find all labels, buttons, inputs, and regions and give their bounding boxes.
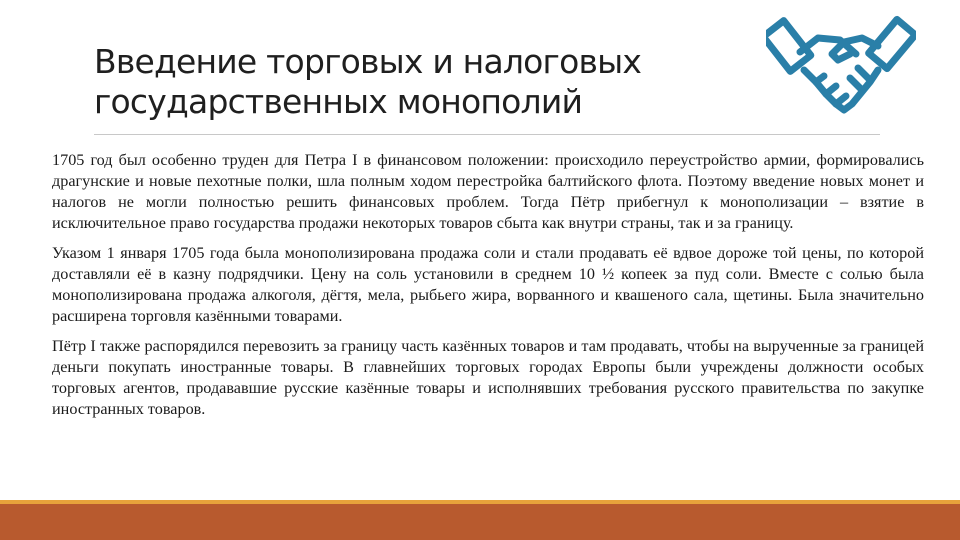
paragraph-3: Пётр I также распорядился перевозить за границу часть казённых товаров и там продавать, чтобы на вырученные за границей деньги покупать иностранные товары. В главнейших торговых городах Европы были учреждены должности особых торговых агентов, продававшие русские казённые товары и исполнявших требования русского правительства по закупке иностранных товаров. [52, 337, 924, 418]
handshake-icon [766, 8, 916, 120]
slide-title-line-1: Введение торговых и налоговых [94, 42, 642, 81]
footer-bar [0, 504, 960, 540]
paragraph-1: 1705 год был особенно труден для Петра I в финансовом положении: происходило переустройство армии, формировались драгунские и новые пехотные полки, шла полным ходом перестройка балтийского флота. Поэтому введение новых монет и налогов не могли полностью решить финансовых проблем. Тогда Пётр прибегнул к монополизации – взятие в исключительное право государства продажи некоторых товаров сбыта как внутри страны, так и за границу. [52, 151, 924, 232]
slide-title-line-2: государственных монополий [94, 82, 583, 121]
paragraph-2: Указом 1 января 1705 года была монополизирована продажа соли и стали продавать её вдвое дороже той цены, по которой доставляли её в казну подрядчики. Цену на соль установили в среднем 10 ½ копеек за пуд соли. Вместе с солью была монополизирована продажа алкоголя, дёгтя, мела, рыбьего жира, ворванного и квашеного сала, щетины. Была значительно расширена торговля казёнными товарами. [52, 244, 924, 325]
title-divider [94, 134, 880, 135]
slide-body [52, 150, 924, 429]
slide-title [94, 42, 714, 122]
